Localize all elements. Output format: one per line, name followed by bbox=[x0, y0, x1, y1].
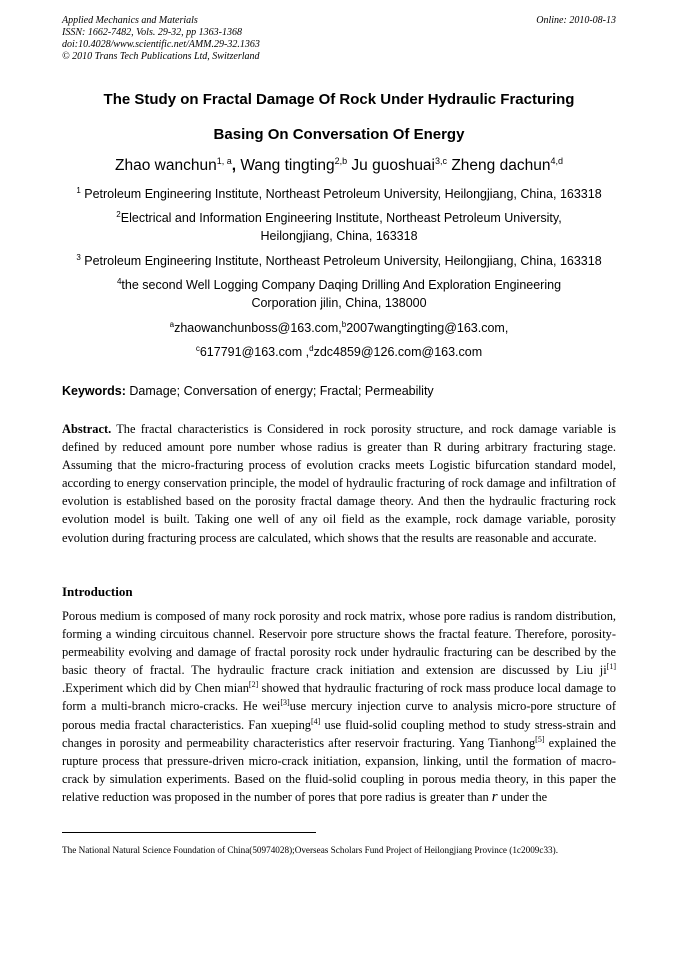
issn-line: ISSN: 1662-7482, Vols. 29-32, pp 1363-1368 bbox=[62, 27, 242, 38]
journal-name: Applied Mechanics and Materials bbox=[62, 15, 198, 26]
affiliation-4 bbox=[40, 273, 638, 312]
keywords bbox=[62, 384, 616, 398]
author-list: Zhao wanchun$^{1, a}$, Wang tingting$^{2,b}$ Ju guoshuai$^{3,c}$ Zheng dachun$^{4,d}$ bbox=[115, 156, 563, 175]
intro-text: Porous medium is composed of many rock porosity and rock matrix, whose pore radius is random distribution, forming a winding circuitous channel. Reservoir pore structure shows the fractal feature. Therefore, porosity-permeability evolving and damage of fractal porosity rock under hydraulic fracturing can be described by the basic theory of fractal. The hydraulic fracture crack initiation and extension are discussed by Liu ji bbox=[62, 609, 616, 678]
paper-title-line-2: Basing On Conversation Of Energy bbox=[213, 126, 465, 143]
email-mark: a bbox=[169, 320, 175, 329]
email-address[interactable]: 2007wangtingting@163.com, bbox=[346, 321, 509, 336]
intro-text: showed that hydraulic fracturing of rock mass produce local damage to form a multi-branch micro-cracks. He wei bbox=[62, 681, 617, 714]
author-name: Zhao wanchun bbox=[115, 157, 217, 175]
footnote-divider bbox=[62, 832, 316, 833]
math-variable: r bbox=[491, 788, 498, 805]
intro-text: use fluid-solid coupling method to study stress-strain and changes in porosity and permeability characteristics after reservoir fracturing. Yang Tianhong bbox=[62, 717, 616, 750]
copyright-line: © 2010 Trans Tech Publications Ltd, Switzerland bbox=[62, 51, 260, 62]
author-name: Wang tingting bbox=[240, 157, 335, 175]
journal-info bbox=[62, 15, 616, 63]
email-line-2 bbox=[40, 340, 638, 361]
author-affiliation-mark: 1, a bbox=[216, 156, 232, 166]
author-name: Ju guoshuai bbox=[351, 157, 435, 175]
email-address[interactable]: zhaowanchunboss@163.com, bbox=[174, 321, 342, 336]
email-line-1 bbox=[40, 316, 638, 337]
citation-ref[interactable]: [2] bbox=[248, 680, 259, 690]
affiliation-2 bbox=[40, 206, 638, 245]
author-affiliation-mark: 3,c bbox=[435, 156, 448, 166]
abstract bbox=[62, 420, 616, 547]
funding-footnote: The National Natural Science Foundation of China(50974028);Overseas Scholars Fund Project of Heilongjiang Province (1c2009c33). bbox=[62, 845, 559, 855]
affiliation-text: Corporation jilin, China, 138000 bbox=[251, 296, 427, 311]
email-address[interactable]: zdc4859@126.com@163.com bbox=[313, 345, 483, 360]
email-mark: b bbox=[341, 320, 347, 329]
author-affiliation-mark: 4,d bbox=[550, 156, 563, 166]
author-affiliation-mark: 2,b bbox=[334, 156, 348, 166]
page-header bbox=[62, 15, 616, 63]
intro-text: .Experiment which did by Chen mian bbox=[62, 681, 249, 696]
citation-ref[interactable]: [1] bbox=[606, 662, 616, 672]
affiliation-text: Petroleum Engineering Institute, Northeast Petroleum University, Heilongjiang, China, 163318 bbox=[80, 187, 602, 202]
affiliation-mark: 1 bbox=[76, 186, 81, 195]
introduction-paragraph bbox=[62, 607, 616, 806]
citation-ref[interactable]: [5] bbox=[535, 734, 545, 744]
affiliation-mark: 4 bbox=[116, 277, 122, 286]
paper-title-line-1: The Study on Fractal Damage Of Rock Under Hydraulic Fracturing bbox=[103, 91, 575, 108]
affiliation-3 bbox=[40, 249, 638, 270]
citation-ref[interactable]: [4] bbox=[311, 716, 321, 726]
email-mark: d bbox=[309, 344, 314, 353]
intro-text: under the bbox=[497, 789, 548, 804]
affiliation-text: Heilongjiang, China, 163318 bbox=[260, 229, 418, 244]
section-heading-introduction: Introduction bbox=[62, 584, 133, 599]
intro-text: explained the rupture process that pressure-driven micro-crack initiation, expansion, linking, until the formation of macro-crack by simulation experiments. Based on the fluid-solid coupling in porous media theory, in this paper the relative reduction was proposed in the number of pores that pore radius is greater than bbox=[62, 735, 617, 804]
intro-text: use mercury injection curve to analysis micro-pore structure of porous media fractal characteristics. Fan xueping bbox=[62, 699, 616, 732]
keywords-text: Damage; Conversation of energy; Fractal; Permeability bbox=[125, 384, 434, 398]
affiliation-text: Petroleum Engineering Institute, Northeast Petroleum University, Heilongjiang, China, 163318 bbox=[80, 254, 602, 269]
keywords-label: Keywords: bbox=[62, 384, 126, 398]
abstract-label: Abstract. bbox=[62, 422, 112, 436]
online-date: Online: 2010-08-13 bbox=[536, 15, 616, 26]
affiliation-text: Electrical and Information Engineering Institute, Northeast Petroleum University, bbox=[120, 211, 562, 226]
affiliation-text: the second Well Logging Company Daqing Drilling And Exploration Engineering bbox=[121, 278, 562, 293]
author-name: Zheng dachun bbox=[451, 157, 551, 175]
affiliation-mark: 2 bbox=[116, 210, 121, 219]
abstract-text: The fractal characteristics is Considered in rock porosity structure, and rock damage variable is defined by reduced amount pore number whose radius is greater than R during arbitrary fracturing stage. Assuming that the micro-fracturing process of evolution cracks meets Logistic bifurcation standard model, according to energy conservation principle, the model of hydraulic fracturing of rock damage and infiltration of evolution is established based on the porosity fractal damage theory. And then the hydraulic fracturing rock evolution model is built. Taking one well of any oil field as the example, rock damage variable, porosity evolution during fracturing process are calculated, which shows that the results are reasonable and accurate. bbox=[62, 422, 616, 545]
citation-ref[interactable]: [3] bbox=[280, 698, 290, 708]
affiliation-mark: 3 bbox=[76, 253, 81, 262]
email-mark: c bbox=[195, 344, 200, 353]
doi-line: doi:10.4028/www.scientific.net/AMM.29-32.1363 bbox=[62, 39, 260, 50]
affiliation-1 bbox=[40, 182, 638, 203]
email-address[interactable]: 617791@163.com , bbox=[199, 345, 310, 360]
